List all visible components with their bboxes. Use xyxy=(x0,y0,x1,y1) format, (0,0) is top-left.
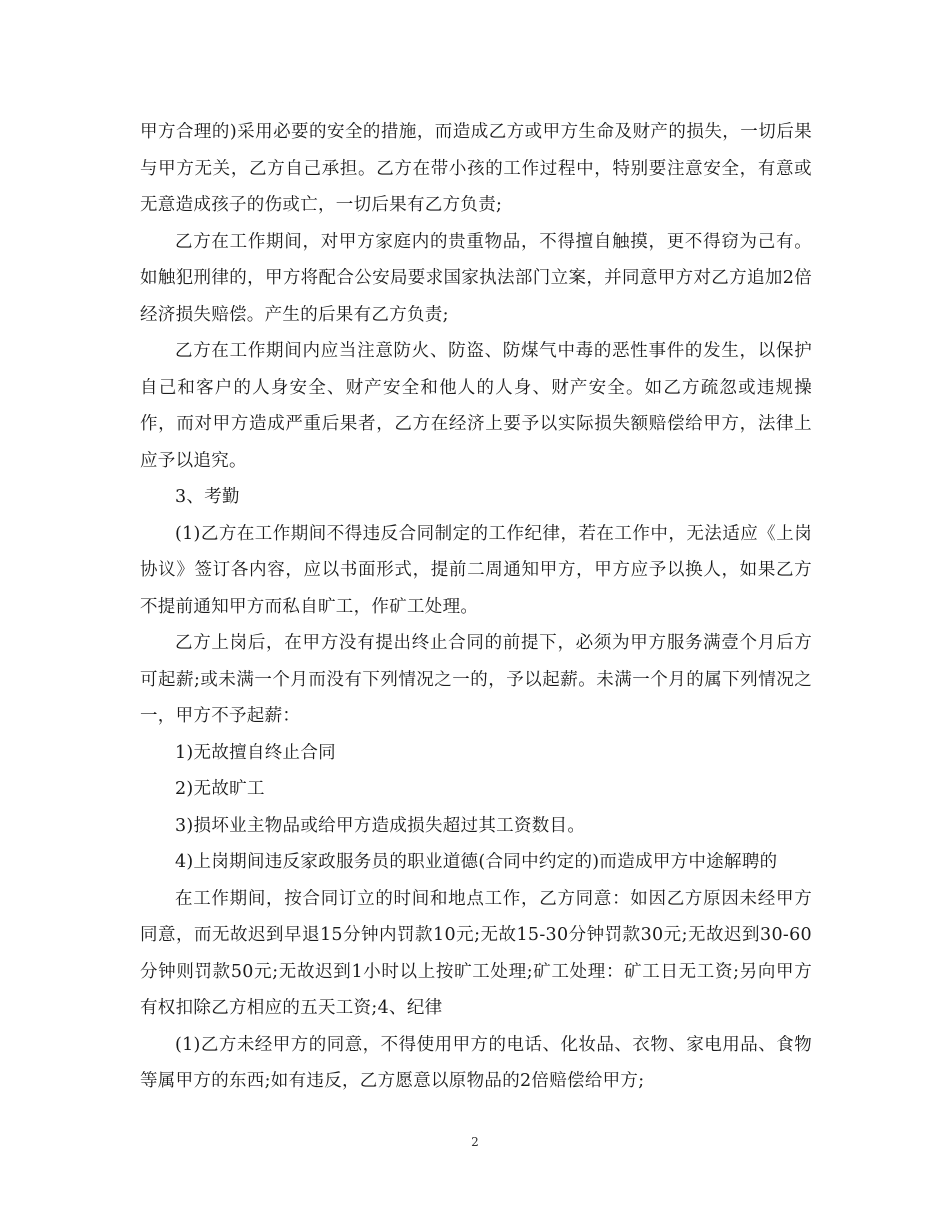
paragraph-5: (1)乙方在工作期间不得违反合同制定的工作纪律，若在工作中，无法适应《上岗协议》签订各内容，应以书面形式，提前二周通知甲方，甲方应予以换人，如果乙方不提前通知甲方而私自旷工，作矿工处理。 xyxy=(140,523,812,617)
paragraph-3: 乙方在工作期间内应当注意防火、防盗、防煤气中毒的恶性事件的发生，以保护自己和客户的人身安全、财产安全和他人的人身、财产安全。如乙方疏忽或违规操作，而对甲方造成严重后果者，乙方在经济上要予以实际损失额赔偿给甲方，法律上应予以追究。 xyxy=(140,341,812,471)
document-body xyxy=(140,114,812,1100)
paragraph-2: 乙方在工作期间，对甲方家庭内的贵重物品，不得擅自触摸，更不得窃为己有。如触犯刑律的，甲方将配合公安局要求国家执法部门立案，并同意甲方对乙方追加2倍经济损失赔偿。产生的后果有乙方负责; xyxy=(140,231,812,325)
list-item-4: 4)上岗期间违反家政服务员的职业道德(合同中约定的)而造成甲方中途解聘的 xyxy=(175,852,778,872)
paragraph-12: (1)乙方未经甲方的同意，不得使用甲方的电话、化妆品、衣物、家电用品、食物等属甲方的东西;如有违反，乙方愿意以原物品的2倍赔偿给甲方; xyxy=(140,1034,812,1091)
section-heading-attendance: 3、考勤 xyxy=(175,487,240,507)
paragraph-11: 在工作期间，按合同订立的时间和地点工作，乙方同意：如因乙方原因未经甲方同意，而无故迟到早退15分钟内罚款10元;无故15-30分钟罚款30元;无故迟到30-60分钟则罚款50元;无故迟到1小时以上按旷工处理;矿工处理：矿工日无工资;另向甲方有权扣除乙方相应的五天工资;4、纪律 xyxy=(140,888,812,1018)
list-item-1: 1)无故擅自终止合同 xyxy=(175,742,336,763)
paragraph-6: 乙方上岗后，在甲方没有提出终止合同的前提下，必须为甲方服务满壹个月后方可起薪;或未满一个月而没有下列情况之一的，予以起薪。未满一个月的属下列情况之一，甲方不予起薪： xyxy=(140,633,812,726)
list-item-2: 2)无故旷工 xyxy=(175,779,265,799)
paragraph-1: 甲方合理的)采用必要的安全的措施，而造成乙方或甲方生命及财产的损失，一切后果与甲方无关，乙方自己承担。乙方在带小孩的工作过程中，特别要注意安全，有意或无意造成孩子的伤或亡，一切后果有乙方负责; xyxy=(140,122,812,215)
list-item-3: 3)损坏业主物品或给甲方造成损失超过其工资数目。 xyxy=(175,815,586,836)
page-number: 2 xyxy=(471,1135,479,1149)
